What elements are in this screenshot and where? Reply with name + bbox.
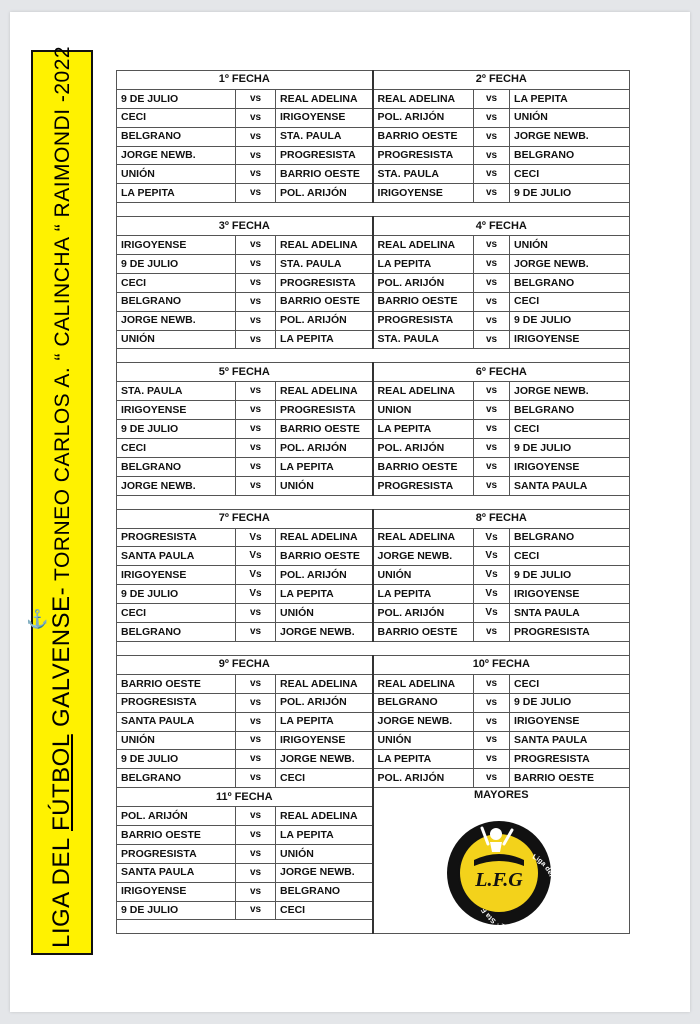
round-header-row (117, 655, 630, 674)
home-team: SANTA PAULA (117, 547, 236, 566)
away-team: BELGRANO (510, 401, 630, 420)
versus-label: vs (236, 311, 276, 330)
away-team: JORGE NEWB. (510, 382, 630, 401)
versus-label: vs (474, 457, 510, 476)
home-team: PROGRESISTA (117, 844, 236, 863)
home-team: REAL ADELINA (373, 674, 474, 693)
tournament-name: TORNEO CARLOS A. “ CALINCHA “ RAIMONDI -2022 (51, 45, 74, 587)
home-team: 9 DE JULIO (117, 420, 236, 439)
round-title: 5º FECHA (117, 363, 373, 382)
match-row (117, 236, 630, 255)
away-team: JORGE NEWB. (510, 127, 630, 146)
home-team: LA PEPITA (373, 750, 474, 769)
away-team: REAL ADELINA (276, 89, 373, 108)
match-row (117, 604, 630, 623)
match-row (117, 255, 630, 274)
home-team: REAL ADELINA (373, 89, 474, 108)
match-row (117, 89, 630, 108)
versus-label: vs (474, 146, 510, 165)
home-team: BELGRANO (117, 292, 236, 311)
versus-label: vs (474, 693, 510, 712)
anchor-icon: ⚓ (26, 609, 49, 629)
match-row (117, 439, 630, 458)
spacer-row (117, 495, 630, 509)
home-team: JORGE NEWB. (117, 311, 236, 330)
away-team: POL. ARIJÓN (276, 439, 373, 458)
versus-label: vs (474, 420, 510, 439)
home-team: BARRIO OESTE (373, 457, 474, 476)
round-title: 9º FECHA (117, 655, 373, 674)
match-row (117, 693, 630, 712)
away-team: IRIGOYENSE (510, 457, 630, 476)
spacer-cell (117, 349, 630, 363)
match-row (117, 566, 630, 585)
away-team: UNIÓN (510, 236, 630, 255)
match-row (117, 750, 630, 769)
away-team: PROGRESISTA (276, 401, 373, 420)
versus-label: vs (474, 311, 510, 330)
spacer-row (117, 349, 630, 363)
versus-label: Vs (236, 528, 276, 547)
home-team: PROGRESISTA (373, 476, 474, 495)
home-team: POL. ARIJÓN (373, 604, 474, 623)
away-team: BELGRANO (510, 273, 630, 292)
versus-label: vs (474, 108, 510, 127)
away-team: 9 DE JULIO (510, 566, 630, 585)
home-team: UNION (373, 401, 474, 420)
home-team: 9 DE JULIO (117, 255, 236, 274)
away-team: BELGRANO (510, 146, 630, 165)
home-team: POL. ARIJÓN (117, 807, 236, 826)
away-team: PROGRESISTA (276, 273, 373, 292)
versus-label: vs (474, 439, 510, 458)
round-header-row (117, 788, 630, 807)
versus-label: vs (236, 127, 276, 146)
home-team: PROGRESISTA (117, 693, 236, 712)
versus-label: vs (236, 882, 276, 901)
away-team: BELGRANO (276, 882, 373, 901)
away-team: CECI (510, 547, 630, 566)
away-team: PROGRESISTA (510, 750, 630, 769)
league-crest-icon (444, 818, 554, 928)
match-row (117, 585, 630, 604)
versus-label: vs (474, 165, 510, 184)
away-team: 9 DE JULIO (510, 184, 630, 203)
away-team: 9 DE JULIO (510, 311, 630, 330)
versus-label: vs (474, 476, 510, 495)
home-team: CECI (117, 273, 236, 292)
away-team: UNIÓN (510, 108, 630, 127)
versus-label: vs (474, 382, 510, 401)
home-team: IRIGOYENSE (373, 184, 474, 203)
home-team: BELGRANO (373, 693, 474, 712)
versus-label: vs (236, 901, 276, 920)
round-title: 4º FECHA (373, 217, 630, 236)
match-row (117, 273, 630, 292)
home-team: POL. ARIJÓN (373, 273, 474, 292)
spacer-cell (117, 495, 630, 509)
versus-label: vs (236, 236, 276, 255)
away-team: CECI (510, 674, 630, 693)
match-row (117, 674, 630, 693)
versus-label: vs (236, 769, 276, 788)
home-team: BELGRANO (117, 127, 236, 146)
league-name-suffix: GALVENSE- (48, 586, 75, 734)
round-title: 10º FECHA (373, 655, 630, 674)
mayores-logo-cell (373, 788, 630, 934)
versus-label: vs (474, 292, 510, 311)
away-team: BARRIO OESTE (276, 420, 373, 439)
away-team: REAL ADELINA (276, 382, 373, 401)
away-team: REAL ADELINA (276, 528, 373, 547)
away-team: CECI (510, 420, 630, 439)
away-team: IRIGOYENSE (510, 585, 630, 604)
versus-label: vs (474, 273, 510, 292)
match-row (117, 420, 630, 439)
away-team: POL. ARIJÓN (276, 693, 373, 712)
away-team: CECI (510, 165, 630, 184)
versus-label: vs (236, 457, 276, 476)
away-team: BARRIO OESTE (510, 769, 630, 788)
away-team: SANTA PAULA (510, 731, 630, 750)
league-banner (31, 45, 93, 955)
home-team: STA. PAULA (117, 382, 236, 401)
versus-label: Vs (236, 566, 276, 585)
match-row (117, 623, 630, 642)
logo-initials: L.F.G (474, 869, 523, 892)
versus-label: vs (236, 476, 276, 495)
home-team: CECI (117, 108, 236, 127)
home-team: BELGRANO (117, 623, 236, 642)
home-team: IRIGOYENSE (117, 401, 236, 420)
away-team: JORGE NEWB. (276, 623, 373, 642)
home-team: BARRIO OESTE (373, 623, 474, 642)
away-team: CECI (510, 292, 630, 311)
home-team: 9 DE JULIO (117, 585, 236, 604)
home-team: IRIGOYENSE (117, 236, 236, 255)
home-team: BARRIO OESTE (117, 674, 236, 693)
versus-label: vs (236, 401, 276, 420)
away-team: UNIÓN (276, 604, 373, 623)
home-team: STA. PAULA (373, 165, 474, 184)
versus-label: vs (236, 255, 276, 274)
versus-label: vs (236, 146, 276, 165)
home-team: IRIGOYENSE (117, 566, 236, 585)
match-row (117, 330, 630, 349)
round-title: 1º FECHA (117, 71, 373, 90)
banner-title (48, 45, 76, 948)
match-row (117, 457, 630, 476)
versus-label: vs (236, 273, 276, 292)
versus-label: vs (236, 604, 276, 623)
home-team: REAL ADELINA (373, 236, 474, 255)
home-team: POL. ARIJÓN (373, 769, 474, 788)
round-title: 7º FECHA (117, 509, 373, 528)
home-team: 9 DE JULIO (117, 750, 236, 769)
versus-label: vs (474, 236, 510, 255)
home-team: PROGRESISTA (373, 311, 474, 330)
versus-label: Vs (236, 585, 276, 604)
match-row (117, 401, 630, 420)
home-team: PROGRESISTA (373, 146, 474, 165)
home-team: BARRIO OESTE (117, 825, 236, 844)
away-team: BARRIO OESTE (276, 292, 373, 311)
match-row (117, 547, 630, 566)
match-row (117, 292, 630, 311)
away-team: LA PEPITA (510, 89, 630, 108)
home-team: REAL ADELINA (373, 528, 474, 547)
versus-label: Vs (474, 585, 510, 604)
home-team: LA PEPITA (373, 255, 474, 274)
versus-label: vs (236, 674, 276, 693)
away-team: BELGRANO (510, 528, 630, 547)
spacer-cell (117, 641, 630, 655)
home-team: JORGE NEWB. (117, 476, 236, 495)
versus-label: vs (236, 330, 276, 349)
spacer-cell (117, 920, 373, 934)
home-team: POL. ARIJÓN (373, 108, 474, 127)
home-team: PROGRESISTA (117, 528, 236, 547)
versus-label: vs (236, 731, 276, 750)
versus-label: vs (474, 89, 510, 108)
home-team: CECI (117, 439, 236, 458)
home-team: IRIGOYENSE (117, 882, 236, 901)
away-team: POL. ARIJÓN (276, 184, 373, 203)
spacer-row (117, 641, 630, 655)
round-title: 2º FECHA (373, 71, 630, 90)
round-title: 8º FECHA (373, 509, 630, 528)
versus-label: vs (474, 769, 510, 788)
versus-label: vs (236, 108, 276, 127)
round-header-row (117, 71, 630, 90)
away-team: IRIGOYENSE (276, 731, 373, 750)
versus-label: Vs (474, 604, 510, 623)
away-team: IRIGOYENSE (510, 330, 630, 349)
away-team: LA PEPITA (276, 330, 373, 349)
versus-label: vs (236, 420, 276, 439)
versus-label: vs (474, 184, 510, 203)
away-team: REAL ADELINA (276, 807, 373, 826)
away-team: STA. PAULA (276, 255, 373, 274)
versus-label: vs (474, 750, 510, 769)
home-team: BELGRANO (117, 769, 236, 788)
match-row (117, 712, 630, 731)
versus-label: Vs (474, 528, 510, 547)
versus-label: vs (236, 184, 276, 203)
home-team: POL. ARIJÓN (373, 439, 474, 458)
round-header-row (117, 217, 630, 236)
home-team: SANTA PAULA (117, 712, 236, 731)
versus-label: vs (236, 382, 276, 401)
match-row (117, 108, 630, 127)
away-team: LA PEPITA (276, 825, 373, 844)
away-team: JORGE NEWB. (510, 255, 630, 274)
home-team: UNIÓN (117, 330, 236, 349)
versus-label: Vs (474, 566, 510, 585)
home-team: BELGRANO (117, 457, 236, 476)
versus-label: vs (474, 623, 510, 642)
spacer-row (117, 203, 630, 217)
home-team: BARRIO OESTE (373, 127, 474, 146)
league-name-futbol: FÚTBOL (48, 733, 75, 831)
spacer-cell (117, 203, 630, 217)
category-label: MAYORES (473, 789, 529, 802)
home-team: UNIÓN (117, 165, 236, 184)
match-row (117, 731, 630, 750)
home-team: UNIÓN (373, 731, 474, 750)
away-team: SANTA PAULA (510, 476, 630, 495)
round-title: 6º FECHA (373, 363, 630, 382)
away-team: PROGRESISTA (510, 623, 630, 642)
versus-label: vs (236, 807, 276, 826)
versus-label: Vs (474, 547, 510, 566)
away-team: 9 DE JULIO (510, 693, 630, 712)
away-team: 9 DE JULIO (510, 439, 630, 458)
away-team: UNIÓN (276, 844, 373, 863)
away-team: STA. PAULA (276, 127, 373, 146)
home-team: BARRIO OESTE (373, 292, 474, 311)
versus-label: vs (474, 731, 510, 750)
match-row (117, 528, 630, 547)
logo-ring-text: Liga del alvense · Galvez · Sta F (480, 853, 554, 929)
home-team: LA PEPITA (117, 184, 236, 203)
versus-label: vs (474, 712, 510, 731)
away-team: CECI (276, 769, 373, 788)
away-team: UNIÓN (276, 476, 373, 495)
home-team: CECI (117, 604, 236, 623)
match-row (117, 311, 630, 330)
home-team: LA PEPITA (373, 420, 474, 439)
match-row (117, 165, 630, 184)
match-row (117, 146, 630, 165)
home-team: STA. PAULA (373, 330, 474, 349)
home-team: JORGE NEWB. (373, 712, 474, 731)
match-row (117, 382, 630, 401)
home-team: LA PEPITA (373, 585, 474, 604)
away-team: IRIGOYENSE (510, 712, 630, 731)
away-team: BARRIO OESTE (276, 165, 373, 184)
versus-label: vs (236, 750, 276, 769)
away-team: JORGE NEWB. (276, 863, 373, 882)
away-team: POL. ARIJÓN (276, 311, 373, 330)
home-team: JORGE NEWB. (373, 547, 474, 566)
away-team: JORGE NEWB. (276, 750, 373, 769)
match-row (117, 184, 630, 203)
versus-label: vs (236, 165, 276, 184)
away-team: REAL ADELINA (276, 236, 373, 255)
home-team: REAL ADELINA (373, 382, 474, 401)
home-team: UNIÓN (117, 731, 236, 750)
away-team: IRIGOYENSE (276, 108, 373, 127)
away-team: PROGRESISTA (276, 146, 373, 165)
versus-label: vs (236, 863, 276, 882)
versus-label: vs (236, 439, 276, 458)
versus-label: vs (474, 255, 510, 274)
round-header-row (117, 363, 630, 382)
league-name-prefix: LIGA DEL (48, 830, 75, 948)
away-team: LA PEPITA (276, 457, 373, 476)
away-team: REAL ADELINA (276, 674, 373, 693)
versus-label: vs (474, 674, 510, 693)
versus-label: vs (236, 825, 276, 844)
away-team: SNTA PAULA (510, 604, 630, 623)
versus-label: vs (236, 844, 276, 863)
away-team: LA PEPITA (276, 585, 373, 604)
home-team: 9 DE JULIO (117, 901, 236, 920)
versus-label: vs (236, 89, 276, 108)
round-title: 11º FECHA (117, 788, 373, 807)
match-row (117, 769, 630, 788)
away-team: BARRIO OESTE (276, 547, 373, 566)
versus-label: vs (474, 127, 510, 146)
home-team: SANTA PAULA (117, 863, 236, 882)
match-row (117, 127, 630, 146)
round-header-row (117, 509, 630, 528)
fixture-table (116, 70, 630, 934)
versus-label: Vs (236, 547, 276, 566)
away-team: POL. ARIJÓN (276, 566, 373, 585)
versus-label: vs (236, 292, 276, 311)
home-team: JORGE NEWB. (117, 146, 236, 165)
versus-label: vs (236, 693, 276, 712)
versus-label: vs (474, 401, 510, 420)
versus-label: vs (236, 623, 276, 642)
home-team: UNIÓN (373, 566, 474, 585)
away-team: LA PEPITA (276, 712, 373, 731)
away-team: CECI (276, 901, 373, 920)
versus-label: vs (236, 712, 276, 731)
home-team: 9 DE JULIO (117, 89, 236, 108)
versus-label: vs (474, 330, 510, 349)
match-row (117, 476, 630, 495)
league-logo (444, 818, 554, 928)
round-title: 3º FECHA (117, 217, 373, 236)
